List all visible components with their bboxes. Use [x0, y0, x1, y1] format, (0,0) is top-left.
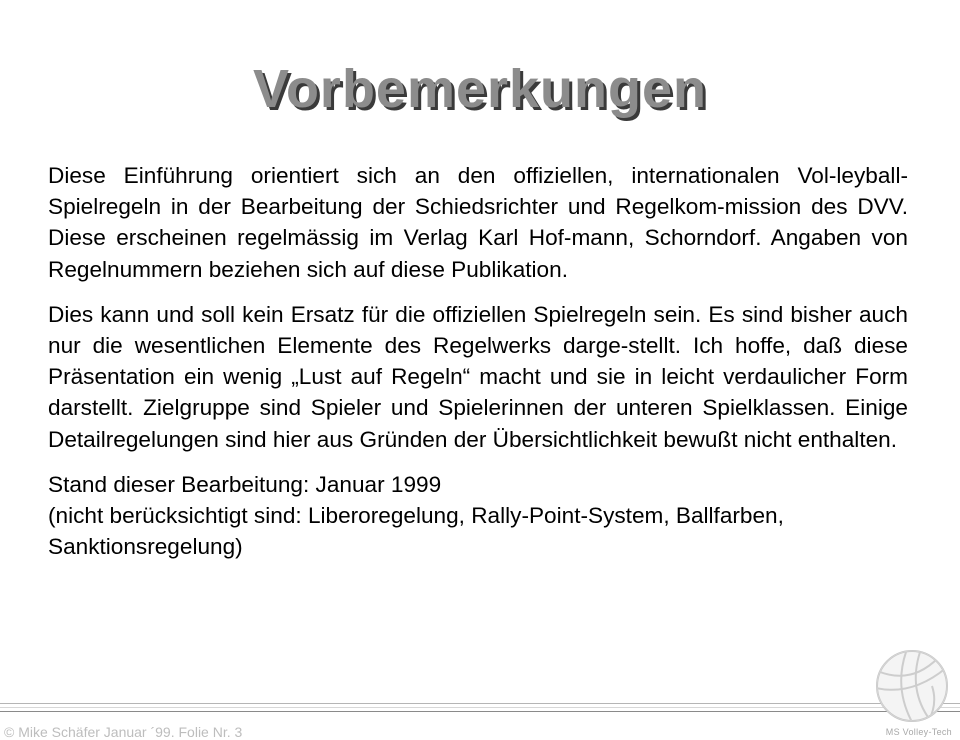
stand-date: Stand dieser Bearbeitung: Januar 1999: [48, 471, 442, 497]
slide-title: Vorbemerkungen: [252, 59, 708, 119]
slide-body: [48, 160, 908, 576]
volleyball-icon: [872, 646, 952, 726]
paragraph-stand: [48, 469, 908, 563]
paragraph-intro: Diese Einführung orientiert sich an den offiziellen, internationalen Vol-leyball-Spielregeln in der Bearbeitung der Schiedsrichter und Regelkom-mission des DVV. Diese erscheinen regelmässig im Verlag Karl Hof-mann, Schorndorf. Angaben von Regelnummern beziehen sich auf diese Publikation.: [48, 163, 908, 282]
stand-exclusions: (nicht berücksichtigt sind: Liberoregelung, Rally-Point-System, Ballfarben, Sanktionsregelung): [48, 503, 784, 560]
brand-label: MS Volley-Tech: [885, 727, 952, 737]
footer-divider: [0, 703, 960, 712]
paragraph-disclaimer: Dies kann und soll kein Ersatz für die offiziellen Spielregeln sein. Es sind bisher auch nur die wesentlichen Elemente des Regelwerks darge-stellt. Ich hoffe, daß diese Präsentation ein wenig „Lust auf Regeln“ macht und sie in leicht verdaulicher Form darstellt. Zielgruppe sind Spieler und Spielerinnen der unteren Spielklassen. Einige Detailregelungen sind hier aus Gründen der Übersichtlichkeit bewußt nicht enthalten.: [48, 301, 908, 452]
footer-copyright: © Mike Schäfer Januar ´99. Folie Nr. 3: [4, 724, 243, 740]
